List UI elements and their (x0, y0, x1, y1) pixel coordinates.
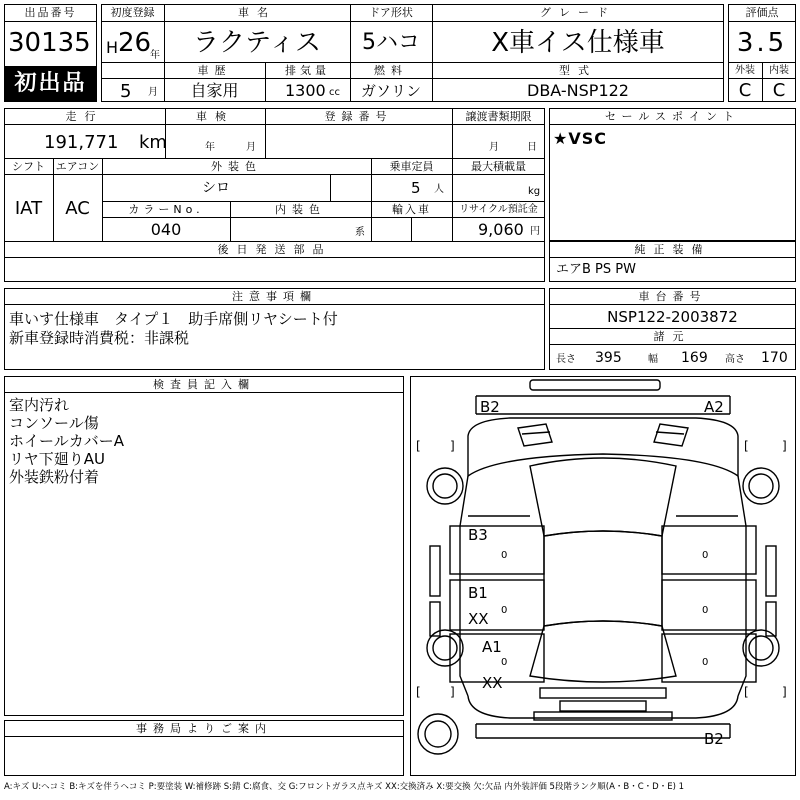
bracket-close: ] (450, 685, 455, 699)
door-mark-zero: 0 (501, 605, 508, 616)
history-label: 車歴 (197, 64, 232, 77)
grade: X車イス仕様車 (491, 28, 665, 58)
lot-number-label: 出品番号 (24, 6, 77, 19)
displacement-unit: cc (329, 87, 340, 98)
capacity: 5 (411, 179, 421, 197)
damage-mark-a2-front-right: A2 (704, 398, 724, 416)
bracket-open: [ (744, 439, 749, 453)
registration-era: H (106, 38, 119, 57)
inspector-comment: ホイールカバーA (9, 432, 124, 450)
aircon: AC (65, 198, 90, 219)
spec-label: 諸元 (653, 330, 692, 343)
registration-year-unit: 年 (150, 50, 160, 61)
caution-line-1: 車いす仕様車 タイプ１ 助手席側リヤシート付 (9, 310, 338, 328)
exterior-color: シロ (202, 180, 230, 196)
inspection-month-unit: 月 (246, 142, 256, 153)
height-label: 高さ (725, 354, 745, 365)
office-notice-label: 事務局よりご案内 (136, 722, 272, 735)
door-mark-zero: 0 (702, 657, 709, 668)
length-label: 長さ (556, 354, 576, 365)
damage-mark-b1: B1 (468, 584, 488, 602)
inspection-year-unit: 年 (205, 142, 215, 153)
model-code-label: 型式 (559, 64, 597, 77)
history: 自家用 (190, 81, 239, 100)
recycle-fee: 9,060 (478, 220, 524, 239)
width: 169 (681, 350, 708, 366)
bracket-close: ] (782, 685, 787, 699)
mileage-unit: km (139, 132, 167, 153)
door-mark-zero: 0 (501, 657, 508, 668)
registration-month-unit: 月 (148, 87, 158, 98)
registration-month: 5 (120, 81, 132, 102)
chassis-number: NSP122-2003872 (607, 308, 738, 326)
car-name: ラクティス (193, 28, 321, 58)
damage-mark-xx-door: XX (468, 610, 489, 628)
damage-diagram (410, 376, 796, 776)
damage-mark-b2-rear: B2 (704, 730, 724, 748)
color-no-label: カラーNo. (128, 203, 204, 216)
displacement-label: 排気量 (285, 64, 330, 77)
interior-color-unit: 系 (355, 227, 365, 238)
car-outline-diagram (410, 376, 796, 776)
plate-number-label: 登録番号 (324, 110, 393, 123)
door-type-label: ドア形状 (369, 6, 413, 19)
selling-point-box (549, 108, 796, 241)
door-mark-zero: 0 (702, 550, 709, 561)
fuel-label: 燃料 (374, 64, 408, 77)
interior-grade: C (772, 80, 786, 101)
bracket-open: [ (416, 685, 421, 699)
displacement: 1300 (285, 81, 326, 100)
registration-year: 26 (118, 28, 152, 58)
chassis-label: 車台番号 (638, 290, 707, 303)
inspector-comment: リヤ下廻りAU (9, 450, 105, 468)
caution-line-2: 新車登録時消費税：非課税 (9, 329, 190, 347)
caution-label: 注意事項欄 (232, 290, 317, 303)
inspector-comment: コンソール傷 (9, 414, 99, 432)
max-load-label: 最大積載量 (471, 160, 526, 173)
door-mark-zero: 0 (501, 550, 508, 561)
grade-label: グレード (540, 6, 616, 19)
inspector-comment: 室内汚れ (9, 396, 70, 414)
fuel: ガソリン (360, 82, 421, 100)
first-registration-label: 初度登録 (110, 6, 155, 19)
lot-number: 30135 (8, 28, 91, 58)
mileage: 191,771 (44, 132, 119, 153)
damage-mark-b2-front-left: B2 (480, 398, 500, 416)
damage-mark-xx-rear: XX (482, 674, 503, 692)
inspector-label: 検査員記入欄 (153, 378, 255, 391)
import-car-label: 輸入車 (392, 203, 431, 216)
width-label: 幅 (648, 354, 658, 365)
length: 395 (595, 350, 622, 366)
door-mark-zero: 0 (702, 605, 709, 616)
inspector-comment: 外装鉄粉付着 (9, 468, 100, 486)
height: 170 (761, 350, 788, 366)
equipment-label: 純正装備 (634, 243, 711, 256)
inspection-label: 車検 (196, 110, 234, 123)
damage-mark-b3: B3 (468, 526, 488, 544)
color-no: 040 (150, 220, 182, 239)
aircon-label: エアコン (55, 160, 100, 173)
exterior-grade: C (738, 80, 752, 101)
interior-grade-label: 内装 (769, 65, 789, 76)
car-name-label: 車名 (238, 6, 276, 19)
selling-point-label: セールスポイント (604, 110, 740, 123)
mileage-label: 走行 (65, 110, 104, 123)
deadline-day-unit: 日 (527, 142, 537, 153)
max-load-unit: kg (528, 186, 541, 197)
later-parts-label: 後日発送部品 (217, 243, 332, 256)
exterior-color-label: 外装色 (211, 160, 262, 173)
bracket-open: [ (416, 439, 421, 453)
bracket-close: ] (782, 439, 787, 453)
equipment: エアB PS PW (556, 262, 636, 277)
score: 3.5 (736, 28, 788, 58)
interior-color-label: 内装色 (275, 203, 326, 216)
bracket-close: ] (450, 439, 455, 453)
shift-label: シフト (12, 160, 45, 173)
selling-point: ★VSC (553, 129, 607, 148)
capacity-label: 乗車定員 (389, 160, 434, 173)
deadline-month-unit: 月 (489, 142, 499, 153)
recycle-fee-unit: 円 (530, 226, 540, 237)
shift: IAT (14, 198, 43, 219)
capacity-unit: 人 (434, 184, 444, 195)
recycle-fee-label: リサイクル預託金 (459, 204, 538, 215)
door-type: 5ハコ (362, 30, 420, 55)
score-label: 評価点 (745, 6, 779, 19)
damage-mark-a1: A1 (482, 638, 502, 656)
bracket-open: [ (744, 685, 749, 699)
exterior-grade-label: 外装 (735, 65, 755, 76)
model-code: DBA-NSP122 (527, 81, 629, 100)
document-deadline-label: 譲渡書類期限 (465, 110, 532, 123)
first-listing-text: 初出品 (14, 71, 87, 96)
legend-footer: A:キズ U:ヘコミ B:キズを伴うヘコミ P:要塗装 W:補修跡 S:錆 C:腐食、交 G:フロントガラス点キズ XX:交換済み X:要交換 欠:欠品 内外装評価 5段階ランク順(A・B・C・D・E) 1 (4, 782, 685, 792)
